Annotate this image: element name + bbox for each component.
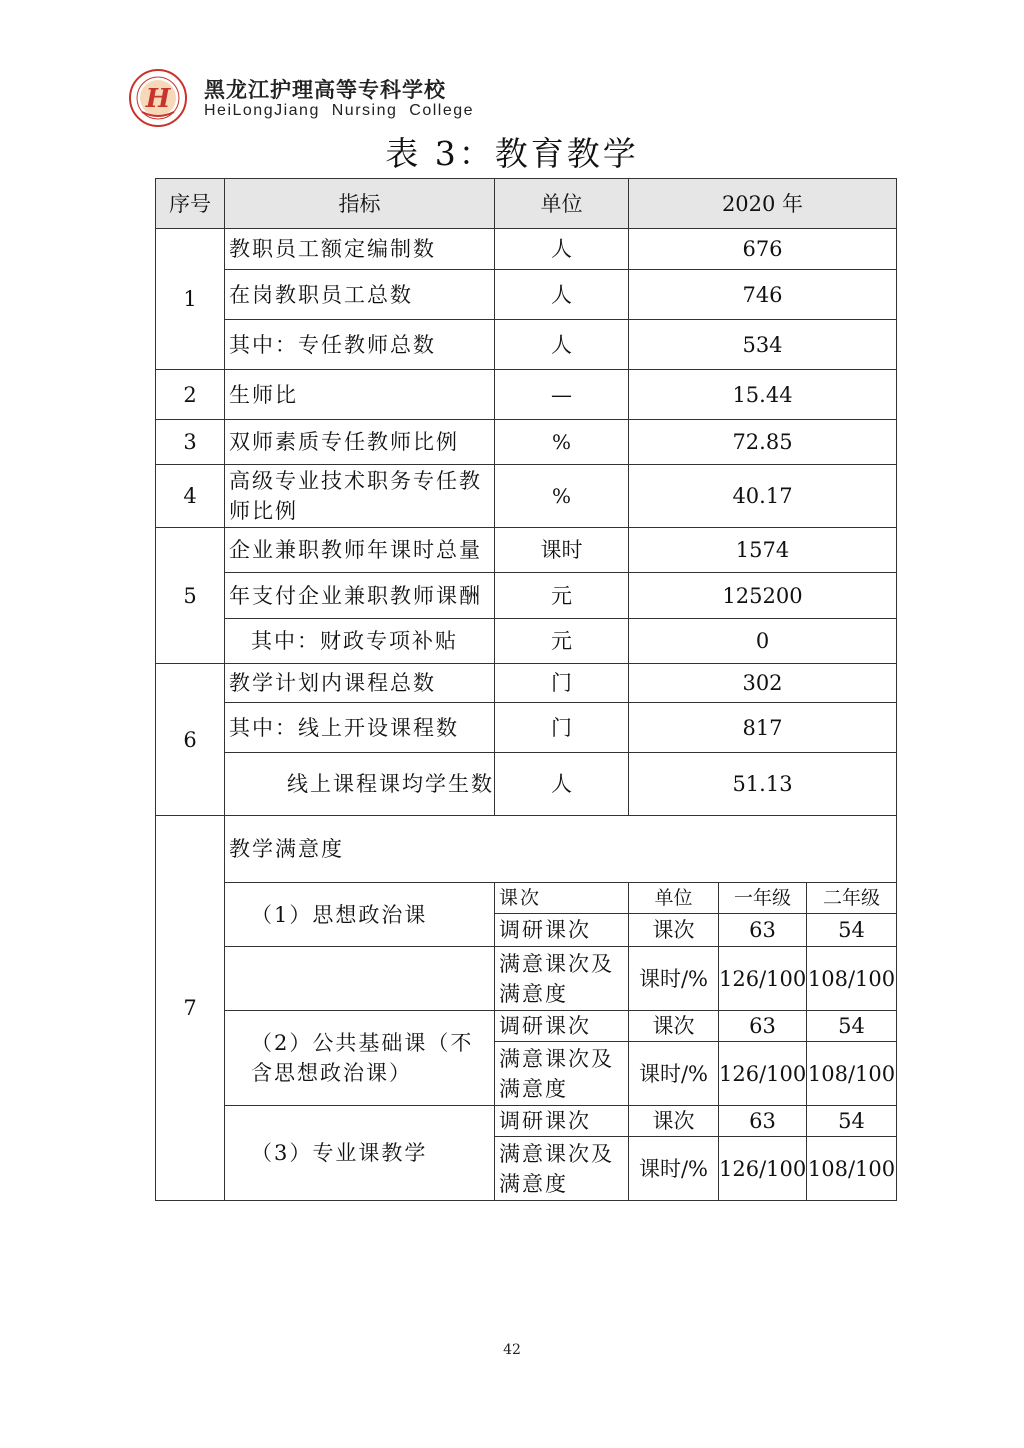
satisfaction-subheader-row (156, 883, 897, 914)
grade1-value: 126/100 (719, 1042, 807, 1106)
row-value: 0 (629, 619, 897, 664)
group-name: （2）公共基础课（不含思想政治课） (225, 1011, 495, 1106)
row-unit: — (495, 370, 629, 420)
table-row (156, 753, 897, 816)
grade2-value: 108/100 (807, 947, 897, 1011)
grade1-value: 63 (719, 1011, 807, 1042)
group-name: （1）思想政治课 (225, 883, 495, 947)
row-unit: 元 (495, 573, 629, 619)
row-no: 5 (156, 528, 225, 664)
grade1-value: 126/100 (719, 947, 807, 1011)
grade1-value: 63 (719, 914, 807, 947)
grade2-value: 54 (807, 1106, 897, 1137)
row-no: 3 (156, 420, 225, 465)
item: 调研课次 (495, 1106, 629, 1137)
row-no: 6 (156, 664, 225, 816)
college-logo-icon (128, 68, 188, 128)
row-value: 72.85 (629, 420, 897, 465)
item: 满意课次及满意度 (495, 947, 629, 1011)
table-row (156, 816, 897, 883)
row-value: 125200 (629, 573, 897, 619)
unit: 课时/% (629, 1042, 719, 1106)
table-row (156, 465, 897, 528)
row-label: 年支付企业兼职教师课酬 (225, 573, 495, 619)
row-label: 在岗教职员工总数 (225, 270, 495, 320)
table-row (156, 1106, 897, 1137)
row-label: 其中：专任教师总数 (225, 320, 495, 370)
row-value: 676 (629, 229, 897, 270)
row-value: 1574 (629, 528, 897, 573)
row-label: 教职员工额定编制数 (225, 229, 495, 270)
row-value: 40.17 (629, 465, 897, 528)
header-unit: 单位 (495, 179, 629, 229)
row-unit: 人 (495, 753, 629, 816)
row-value: 15.44 (629, 370, 897, 420)
page-number: 42 (503, 1342, 521, 1358)
grade2-value: 54 (807, 914, 897, 947)
empty-cell (225, 947, 495, 1011)
row-unit: 门 (495, 703, 629, 753)
table-row (156, 703, 897, 753)
table-row (156, 947, 897, 1011)
svg-text:H: H (145, 84, 171, 114)
row-label: 企业兼职教师年课时总量 (225, 528, 495, 573)
row-label: 生师比 (225, 370, 495, 420)
grade1-value: 63 (719, 1106, 807, 1137)
row-unit: % (495, 420, 629, 465)
row-unit: % (495, 465, 629, 528)
row-value: 534 (629, 320, 897, 370)
row-unit: 元 (495, 619, 629, 664)
item: 满意课次及满意度 (495, 1137, 629, 1201)
row-no: 7 (156, 816, 225, 1201)
row-label: 其中：财政专项补贴 (225, 619, 495, 664)
grade2-value: 108/100 (807, 1137, 897, 1201)
subheader-unit: 单位 (629, 883, 719, 914)
row-label: 其中：线上开设课程数 (225, 703, 495, 753)
item: 调研课次 (495, 914, 629, 947)
row-unit: 门 (495, 664, 629, 703)
row-no: 2 (156, 370, 225, 420)
subheader-grade1: 一年级 (719, 883, 807, 914)
table-row (156, 370, 897, 420)
education-table (155, 178, 897, 1201)
row-unit: 人 (495, 229, 629, 270)
row-no: 1 (156, 229, 225, 370)
unit: 课时/% (629, 947, 719, 1011)
unit: 课时/% (629, 1137, 719, 1201)
row-no: 4 (156, 465, 225, 528)
unit: 课次 (629, 1106, 719, 1137)
row-unit: 课时 (495, 528, 629, 573)
subheader-grade2: 二年级 (807, 883, 897, 914)
row-value: 817 (629, 703, 897, 753)
row-label: 线上课程课均学生数 (225, 753, 495, 816)
table-row (156, 1011, 897, 1042)
row-value: 302 (629, 664, 897, 703)
table-row (156, 420, 897, 465)
satisfaction-title: 教学满意度 (225, 816, 897, 883)
row-label: 教学计划内课程总数 (225, 664, 495, 703)
group-name: （3）专业课教学 (225, 1106, 495, 1201)
table-row (156, 619, 897, 664)
grade2-value: 54 (807, 1011, 897, 1042)
page-header (128, 68, 628, 128)
grade1-value: 126/100 (719, 1137, 807, 1201)
item: 调研课次 (495, 1011, 629, 1042)
table-row (156, 573, 897, 619)
table-row (156, 229, 897, 270)
table-row (156, 664, 897, 703)
table-header-row (156, 179, 897, 229)
row-unit: 人 (495, 270, 629, 320)
row-unit: 人 (495, 320, 629, 370)
row-label: 双师素质专任教师比例 (225, 420, 495, 465)
unit: 课次 (629, 914, 719, 947)
grade2-value: 108/100 (807, 1042, 897, 1106)
page-title: 表 3：教育教学 (385, 134, 639, 173)
table-row (156, 528, 897, 573)
table-row (156, 320, 897, 370)
unit: 课次 (629, 1011, 719, 1042)
item: 满意课次及满意度 (495, 1042, 629, 1106)
header-indicator: 指标 (225, 179, 495, 229)
row-value: 51.13 (629, 753, 897, 816)
row-value: 746 (629, 270, 897, 320)
header-year: 2020 年 (629, 179, 897, 229)
header-no: 序号 (156, 179, 225, 229)
college-name-cn: 黑龙江护理高等专科学校 (204, 78, 446, 102)
row-label: 高级专业技术职务专任教师比例 (225, 465, 495, 528)
table-row (156, 270, 897, 320)
subheader-item: 课次 (495, 883, 629, 914)
college-name-en: HeiLongJiang Nursing College (204, 102, 475, 119)
